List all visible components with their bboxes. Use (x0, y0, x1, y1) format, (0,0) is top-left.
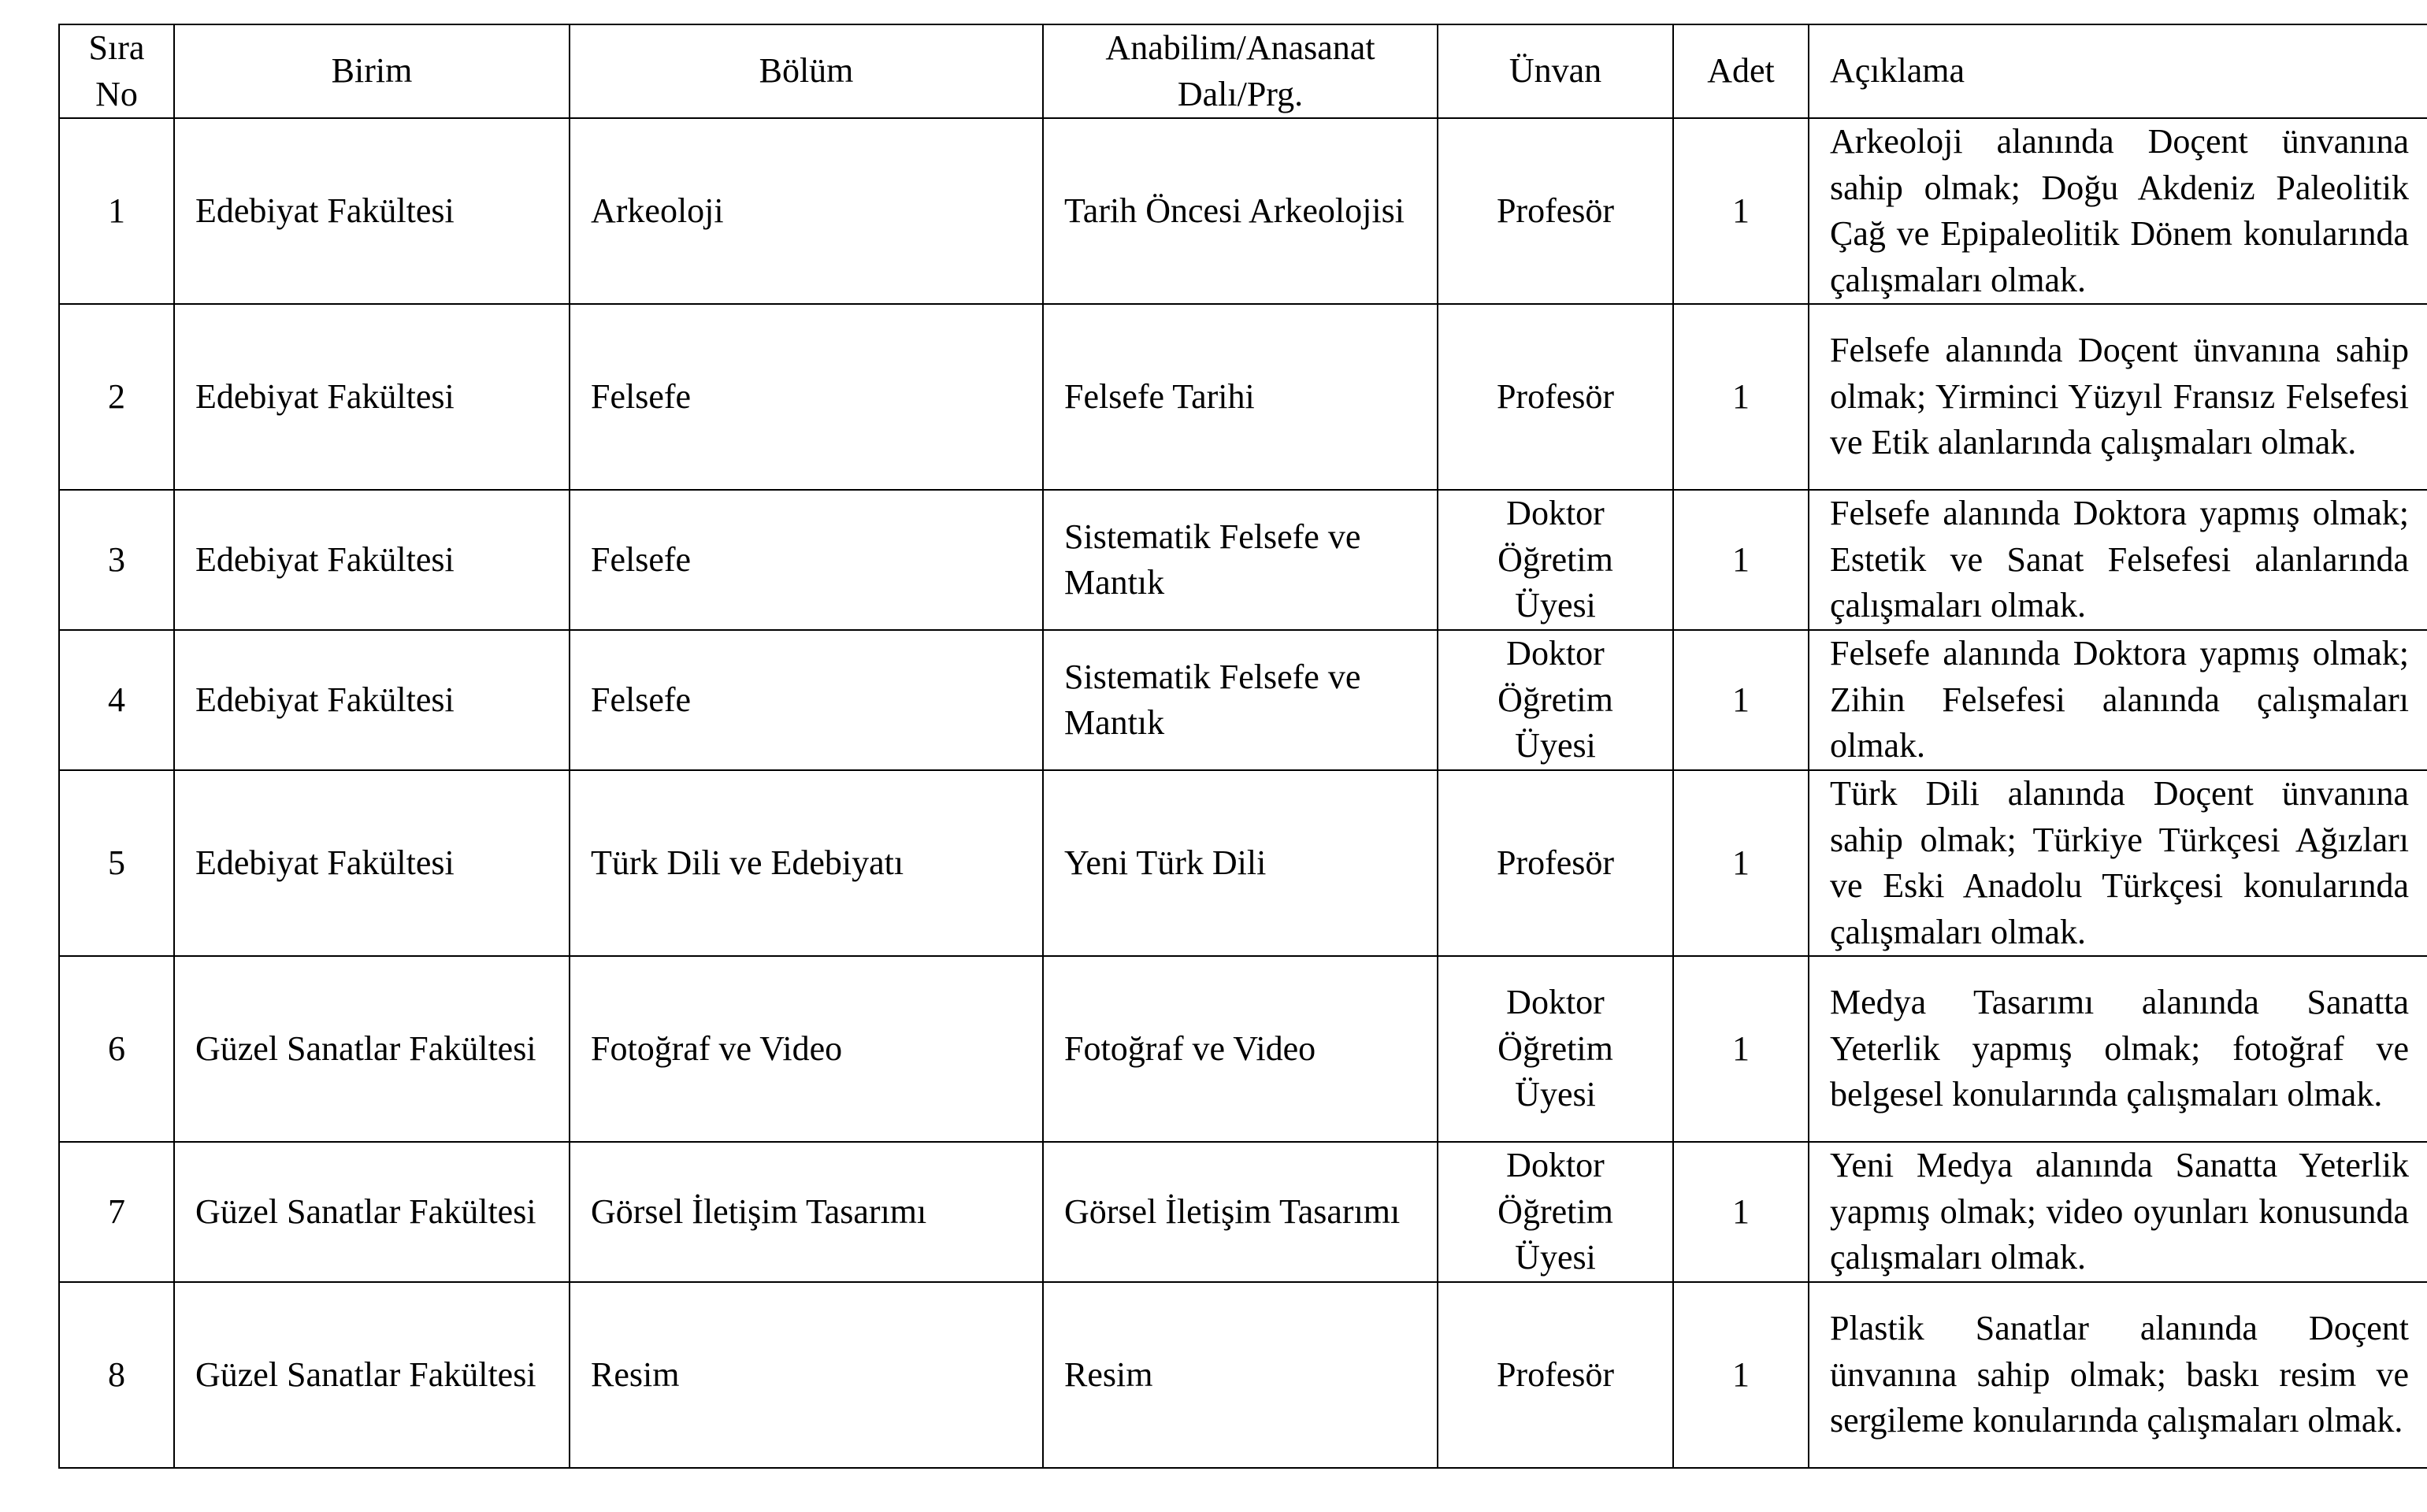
row-aciklama: Arkeoloji alanında Doçent ünvanına sahip olmak; Doğu Akdeniz Paleolitik Çağ ve Epipaleolitik Dönem konularında çalışmaları olmak. (1809, 118, 2427, 304)
row-unvan: Profesör (1438, 1282, 1673, 1468)
row-number: 5 (59, 770, 174, 956)
table-row (59, 956, 2427, 1142)
row-adet: 1 (1673, 630, 1809, 770)
row-birim: Güzel Sanatlar Fakültesi (174, 956, 570, 1142)
row-unvan: Doktor Öğretim Üyesi (1438, 490, 1673, 630)
header-anabilim: Anabilim/Anasanat Dalı/Prg. (1043, 24, 1438, 118)
row-bolum: Türk Dili ve Edebiyatı (570, 770, 1043, 956)
header-birim: Birim (174, 24, 570, 118)
row-anabilim: Sistematik Felsefe ve Mantık (1043, 490, 1438, 630)
row-number: 3 (59, 490, 174, 630)
table-row (59, 304, 2427, 490)
row-number: 7 (59, 1142, 174, 1282)
row-adet: 1 (1673, 1282, 1809, 1468)
table-row (59, 770, 2427, 956)
table-row (59, 118, 2427, 304)
row-birim: Edebiyat Fakültesi (174, 630, 570, 770)
row-birim: Edebiyat Fakültesi (174, 490, 570, 630)
row-unvan: Doktor Öğretim Üyesi (1438, 956, 1673, 1142)
header-row (59, 24, 2427, 118)
row-aciklama: Felsefe alanında Doktora yapmış olmak; Zihin Felsefesi alanında çalışmaları olmak. (1809, 630, 2427, 770)
row-number: 4 (59, 630, 174, 770)
row-unvan: Doktor Öğretim Üyesi (1438, 630, 1673, 770)
row-unvan: Profesör (1438, 118, 1673, 304)
row-bolum: Felsefe (570, 304, 1043, 490)
row-unvan: Profesör (1438, 770, 1673, 956)
row-adet: 1 (1673, 490, 1809, 630)
row-bolum: Arkeoloji (570, 118, 1043, 304)
row-bolum: Görsel İletişim Tasarımı (570, 1142, 1043, 1282)
row-aciklama: Felsefe alanında Doçent ünvanına sahip olmak; Yirminci Yüzyıl Fransız Felsefesi ve Etik alanlarında çalışmaları olmak. (1809, 304, 2427, 490)
row-birim: Edebiyat Fakültesi (174, 770, 570, 956)
table-row (59, 1282, 2427, 1468)
row-anabilim: Fotoğraf ve Video (1043, 956, 1438, 1142)
row-bolum: Felsefe (570, 490, 1043, 630)
row-adet: 1 (1673, 1142, 1809, 1282)
row-anabilim: Yeni Türk Dili (1043, 770, 1438, 956)
row-anabilim: Felsefe Tarihi (1043, 304, 1438, 490)
header-sira-no: Sıra No (59, 24, 174, 118)
row-number: 8 (59, 1282, 174, 1468)
row-aciklama: Plastik Sanatlar alanında Doçent ünvanına sahip olmak; baskı resim ve sergileme konularında çalışmaları olmak. (1809, 1282, 2427, 1468)
row-anabilim: Görsel İletişim Tasarımı (1043, 1142, 1438, 1282)
row-anabilim: Tarih Öncesi Arkeolojisi (1043, 118, 1438, 304)
table-row (59, 1142, 2427, 1282)
header-adet: Adet (1673, 24, 1809, 118)
row-aciklama: Yeni Medya alanında Sanatta Yeterlik yapmış olmak; video oyunları konusunda çalışmaları olmak. (1809, 1142, 2427, 1282)
row-bolum: Fotoğraf ve Video (570, 956, 1043, 1142)
table-row (59, 490, 2427, 630)
row-unvan: Doktor Öğretim Üyesi (1438, 1142, 1673, 1282)
header-bolum: Bölüm (570, 24, 1043, 118)
row-adet: 1 (1673, 770, 1809, 956)
row-bolum: Felsefe (570, 630, 1043, 770)
row-bolum: Resim (570, 1282, 1043, 1468)
row-aciklama: Felsefe alanında Doktora yapmış olmak; Estetik ve Sanat Felsefesi alanlarında çalışmaları olmak. (1809, 490, 2427, 630)
header-aciklama: Açıklama (1809, 24, 2427, 118)
row-number: 2 (59, 304, 174, 490)
row-birim: Edebiyat Fakültesi (174, 304, 570, 490)
row-aciklama: Türk Dili alanında Doçent ünvanına sahip olmak; Türkiye Türkçesi Ağızları ve Eski Anadolu Türkçesi konularında çalışmaları olmak. (1809, 770, 2427, 956)
row-anabilim: Sistematik Felsefe ve Mantık (1043, 630, 1438, 770)
header-unvan: Ünvan (1438, 24, 1673, 118)
row-birim: Güzel Sanatlar Fakültesi (174, 1282, 570, 1468)
row-adet: 1 (1673, 956, 1809, 1142)
row-birim: Edebiyat Fakültesi (174, 118, 570, 304)
table-row (59, 630, 2427, 770)
faculty-positions-table (58, 24, 2427, 1469)
row-birim: Güzel Sanatlar Fakültesi (174, 1142, 570, 1282)
row-unvan: Profesör (1438, 304, 1673, 490)
row-number: 6 (59, 956, 174, 1142)
row-adet: 1 (1673, 304, 1809, 490)
row-aciklama: Medya Tasarımı alanında Sanatta Yeterlik yapmış olmak; fotoğraf ve belgesel konularında çalışmaları olmak. (1809, 956, 2427, 1142)
row-anabilim: Resim (1043, 1282, 1438, 1468)
row-adet: 1 (1673, 118, 1809, 304)
row-number: 1 (59, 118, 174, 304)
